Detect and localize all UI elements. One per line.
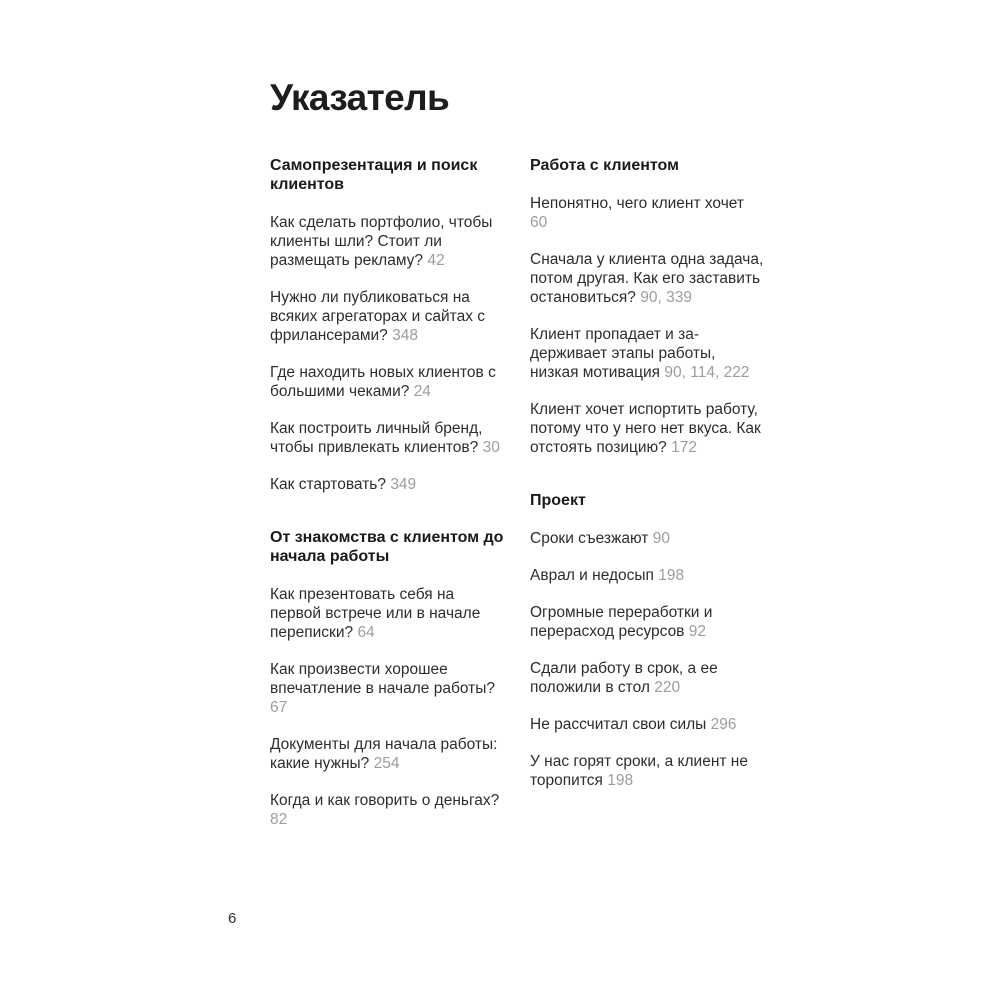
- index-entry: [530, 659, 764, 697]
- entry-page-numbers: 90, 114, 222: [664, 364, 750, 381]
- entry-page-numbers: 348: [392, 327, 418, 344]
- entry-page-numbers: 198: [607, 772, 634, 789]
- entry-page-numbers: 42: [427, 252, 445, 269]
- entry-page-numbers: 67: [270, 699, 288, 716]
- entry-page-numbers: 220: [654, 679, 681, 696]
- entry-page-numbers: 60: [530, 214, 548, 231]
- index-entry: [270, 735, 504, 773]
- index-entry: [270, 791, 504, 829]
- entry-page-numbers: 82: [270, 811, 288, 828]
- index-entry: [270, 475, 504, 494]
- section-heading: От знакомства с клиентом до начала работы: [270, 529, 504, 565]
- section-self-presentation: [270, 156, 504, 494]
- section-heading: Работа с клиентом: [530, 157, 679, 174]
- index-entry: [530, 400, 764, 457]
- index-entry: [530, 603, 764, 641]
- entry-text: Как сделать портфолио, чтобы клиенты шли? Стоит ли размещать рекламу?: [270, 214, 493, 269]
- entry-text: Документы для начала работы: какие нужны?: [270, 736, 498, 772]
- section-client-work: [530, 156, 764, 457]
- page-number: 6: [228, 910, 237, 927]
- entry-text: Сдали работу в срок, а ее положили в стол: [530, 660, 718, 696]
- section-client-acquaintance: [270, 528, 504, 829]
- index-entry: [530, 715, 764, 734]
- entry-text: Клиент хочет испортить работу, потому что у него нет вкуса. Как отстоять позицию?: [530, 401, 761, 456]
- index-entry: [530, 752, 764, 790]
- entry-text: Как построить личный бренд, чтобы привлекать клиентов?: [270, 420, 483, 456]
- entry-text: Не рассчитал свои силы: [530, 716, 707, 733]
- entry-text: Когда и как говорить о деньгах?: [270, 792, 500, 809]
- entry-text: Огромные переработки и перерасход ресурсов: [530, 604, 713, 640]
- index-entry: [530, 250, 764, 307]
- index-entry: [530, 325, 764, 382]
- section-heading: Проект: [530, 492, 586, 509]
- index-entry: [530, 194, 764, 232]
- section-project: [530, 491, 764, 790]
- entry-text: Непонятно, чего клиент хочет: [530, 195, 744, 212]
- entry-text: У нас горят сроки, а клиент не торопится: [530, 753, 748, 789]
- entry-page-numbers: 24: [413, 383, 431, 400]
- entry-page-numbers: 296: [710, 716, 737, 733]
- index-columns: [270, 156, 1000, 847]
- entry-page-numbers: 92: [688, 623, 706, 640]
- entry-text: Клиент пропадает и задерживает этапы работы, низкая мотивация: [530, 326, 716, 381]
- entry-text: Нужно ли публиковаться на всяких агрегаторах и сайтах с фрилансерами?: [270, 289, 485, 344]
- entry-page-numbers: 172: [671, 439, 697, 456]
- index-entry: [530, 529, 764, 548]
- entry-page-numbers: 90, 339: [640, 289, 692, 306]
- index-entry: [270, 585, 504, 642]
- entry-page-numbers: 30: [482, 439, 500, 456]
- entry-page-numbers: 90: [652, 530, 670, 547]
- entry-text: Как стартовать?: [270, 476, 386, 493]
- entry-text: Как произвести хорошее впечатление в начале работы?: [270, 661, 495, 697]
- section-heading: Самопрезентация и поиск клиентов: [270, 157, 478, 193]
- index-entry: [270, 288, 504, 345]
- entry-page-numbers: 349: [390, 476, 417, 493]
- entry-page-numbers: 254: [373, 755, 400, 772]
- entry-text: Сначала у клиента одна задача, потом другая. Как его заставить остановиться?: [530, 251, 764, 306]
- entry-text: Сроки съезжают: [530, 530, 649, 547]
- entry-page-numbers: 64: [357, 624, 375, 641]
- entry-text: Аврал и недосып: [530, 567, 654, 584]
- entry-text: Как презентовать себя на первой встрече или в начале переписки?: [270, 586, 481, 641]
- index-entry: [530, 566, 764, 585]
- index-entry: [270, 363, 504, 401]
- index-column-right: [530, 156, 764, 847]
- index-entry: [270, 213, 504, 270]
- index-entry: [270, 419, 504, 457]
- entry-page-numbers: 198: [658, 567, 685, 584]
- page-title: Указатель: [270, 77, 450, 118]
- index-entry: [270, 660, 504, 717]
- entry-text: Где находить новых клиентов с большими чеками?: [270, 364, 496, 400]
- index-column-left: [270, 156, 504, 847]
